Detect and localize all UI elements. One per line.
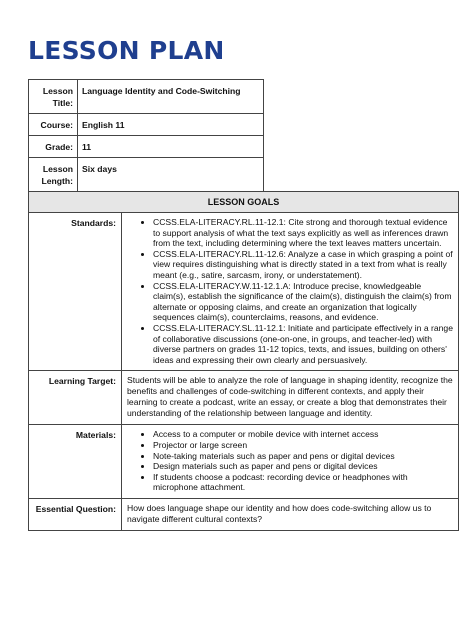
course-row [29, 114, 264, 136]
lesson-title-row [29, 80, 264, 114]
materials-label: Materials: [29, 425, 122, 499]
lesson-length-row [29, 158, 264, 192]
standards-list [127, 217, 453, 365]
list-item: • CCSS.ELA-LITERACY.SL.11-12.1: Initiate and participate effectively in a range of collaborative discussions (one-on-one, in groups, and teacher-led) with diverse partners on grades 11-12 topics, texts, and issues, building on others' ideas and expressing their own clearly and persuasively. [153, 323, 453, 365]
list-item: • CCSS.ELA-LITERACY.RL.11-12.6: Analyze a case in which grasping a point of view requires distinguishing what is directly stated in a text from what is really meant (e.g., satire, sarcasm, irony, or understatement). [153, 249, 453, 281]
standards-cell [122, 213, 459, 371]
learning-target-text: Students will be able to analyze the role of language in shaping identity, recognize the benefits and challenges of code-switching in different contexts, and apply their learning to create a podcast, write an essay, or create a blog that demonstrates their understanding of the relationship between language and identity. [122, 371, 459, 425]
grade-value: 11 [78, 136, 264, 158]
lesson-title-label: Lesson Title: [29, 80, 78, 114]
list-item: • Access to a computer or mobile device with internet access [153, 429, 453, 440]
list-item: • If students choose a podcast: recording device or headphones with microphone attachment. [153, 472, 453, 493]
lesson-length-label: Lesson Length: [29, 158, 78, 192]
standards-row [29, 213, 459, 371]
standards-label: Standards: [29, 213, 122, 371]
materials-row [29, 425, 459, 499]
grade-row [29, 136, 264, 158]
course-value: English 11 [78, 114, 264, 136]
list-item: • Design materials such as paper and pens or digital devices [153, 461, 453, 472]
lesson-title-value: Language Identity and Code-Switching [78, 80, 264, 114]
essential-question-row [29, 498, 459, 530]
lesson-goals-header: LESSON GOALS [29, 192, 459, 213]
list-item: • Note-taking materials such as paper and pens or digital devices [153, 451, 453, 462]
materials-list [127, 429, 453, 493]
lesson-length-value: Six days [78, 158, 264, 192]
lesson-info-table [28, 79, 264, 192]
lesson-goals-table [28, 191, 459, 531]
course-label: Course: [29, 114, 78, 136]
essential-question-text: How does language shape our identity and how does code-switching allow us to navigate different cultural contexts? [122, 498, 459, 530]
grade-label: Grade: [29, 136, 78, 158]
list-item: • CCSS.ELA-LITERACY.RL.11-12.1: Cite strong and thorough textual evidence to support analysis of what the text says explicitly as well as inferences drawn from the text, including determining where the text leaves matters uncertain. [153, 217, 453, 249]
essential-question-label: Essential Question: [29, 498, 122, 530]
materials-cell [122, 425, 459, 499]
list-item: • CCSS.ELA-LITERACY.W.11-12.1.A: Introduce precise, knowledgeable claim(s), establish the significance of the claim(s), distinguish the claim(s) from alternate or opposing claims, and create an organization that logically sequences claim(s), counterclaims, reasons, and evidence. [153, 281, 453, 323]
list-item: • Projector or large screen [153, 440, 453, 451]
learning-target-label: Learning Target: [29, 371, 122, 425]
page-title: LESSON PLAN [28, 36, 225, 65]
learning-target-row [29, 371, 459, 425]
